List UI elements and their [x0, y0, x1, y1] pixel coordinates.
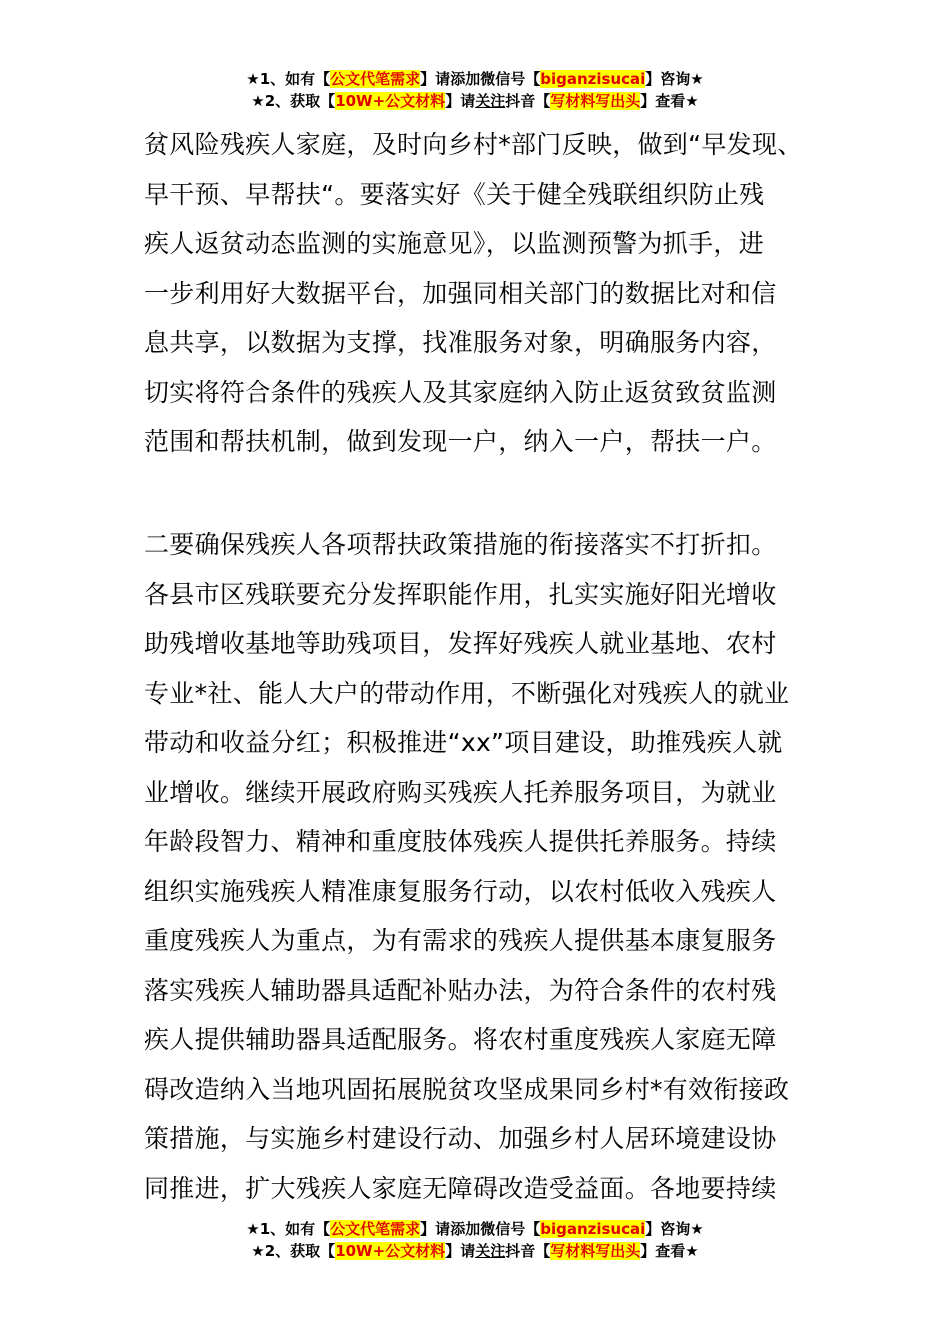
banner-text: 】请 — [420, 1220, 451, 1238]
banner-text: 】查看★ — [640, 92, 699, 110]
banner-line-2 — [0, 90, 950, 112]
banner-highlight: 公文代笔需求 — [330, 70, 421, 88]
text-line: 疾人提供辅助器具适配服务。将农村重度残疾人家庭无障 — [144, 1025, 777, 1054]
text-line: 落实残疾人辅助器具适配补贴办法，为符合条件的农村残 — [144, 975, 777, 1005]
banner-emphasis: 关注 — [475, 92, 506, 110]
banner-emphasis: 添加 — [450, 1220, 481, 1238]
text-line: 各县市区残联要充分发挥职能作用，扎实实施好阳光增收 — [144, 579, 777, 609]
banner-text: 】咨询★ — [645, 1220, 704, 1238]
text-line: 二要确保残疾人各项帮扶政策措施的衔接落实不打折扣。 — [144, 530, 777, 559]
banner-text: 】请 — [445, 1242, 476, 1260]
banner-highlight: biganzisucai — [540, 70, 646, 88]
text-line: 年龄段智力、精神和重度肢体残疾人提供托养服务。持续 — [144, 827, 777, 856]
banner-highlight: 写材料写出头 — [550, 92, 641, 110]
text-line: 范围和帮扶机制，做到发现一户，纳入一户，帮扶一户。 — [144, 427, 777, 456]
text-line: 碍改造纳入当地巩固拓展脱贫攻坚成果同乡村*有效衔接政 — [144, 1074, 790, 1104]
text-line: 组织实施残疾人精准康复服务行动，以农村低收入残疾人 — [144, 876, 777, 906]
footer-banner — [0, 1218, 950, 1262]
banner-line-2 — [0, 1240, 950, 1262]
text-line: 同推进，扩大残疾人家庭无障碍改造受益面。各地要持续 — [144, 1173, 777, 1203]
paragraph-2 — [144, 520, 824, 1213]
banner-emphasis: 关注 — [475, 1242, 506, 1260]
text-line: 疾人返贫动态监测的实施意见》，以监测预警为抓手，进 — [144, 229, 765, 258]
banner-emphasis: 添加 — [450, 70, 481, 88]
paragraph-1 — [144, 120, 824, 467]
banner-highlight: 写材料写出头 — [550, 1242, 641, 1260]
text-line: 一步利用好大数据平台，加强同相关部门的数据比对和信 — [144, 278, 777, 308]
banner-highlight: 10W+公文材料 — [335, 92, 446, 110]
banner-highlight: 公文代笔需求 — [330, 1220, 421, 1238]
text-line: 带动和收益分红；积极推进“xx”项目建设，助推残疾人就 — [144, 728, 783, 757]
banner-line-1 — [0, 68, 950, 90]
text-line: 切实将符合条件的残疾人及其家庭纳入防止返贫致贫监测 — [144, 377, 777, 407]
text-line: 重度残疾人为重点，为有需求的残疾人提供基本康复服务 — [144, 926, 777, 955]
banner-text: 微信号【 — [480, 1220, 541, 1238]
banner-highlight: 10W+公文材料 — [335, 1242, 446, 1260]
banner-text: 】请 — [445, 92, 476, 110]
text-line: 业增收。继续开展政府购买残疾人托养服务项目，为就业 — [144, 777, 777, 807]
text-line: 专业*社、能人大户的带动作用，不断强化对残疾人的就业 — [144, 678, 790, 708]
text-line: 助残增收基地等助残项目，发挥好残疾人就业基地、农村 — [144, 629, 777, 658]
banner-text: ★1、如有【 — [246, 1220, 331, 1238]
text-line: 策措施，与实施乡村建设行动、加强乡村人居环境建设协 — [144, 1124, 777, 1153]
banner-text: 】查看★ — [640, 1242, 699, 1260]
header-banner — [0, 68, 950, 112]
text-line: 早干预、早帮扶“。要落实好《关于健全残联组织防止残 — [144, 179, 765, 209]
banner-text: 微信号【 — [480, 70, 541, 88]
banner-text: ★1、如有【 — [246, 70, 331, 88]
banner-text: 抖音【 — [505, 92, 551, 110]
banner-text: 】请 — [420, 70, 451, 88]
banner-text: 抖音【 — [505, 1242, 551, 1260]
text-line: 贫风险残疾人家庭，及时向乡村*部门反映，做到“早发现、 — [144, 130, 803, 159]
banner-text: ★2、获取【 — [251, 92, 336, 110]
banner-highlight: biganzisucai — [540, 1220, 646, 1238]
banner-text: 】咨询★ — [645, 70, 704, 88]
banner-line-1 — [0, 1218, 950, 1240]
banner-text: ★2、获取【 — [251, 1242, 336, 1260]
text-line: 息共享，以数据为支撑，找准服务对象，明确服务内容， — [144, 328, 777, 357]
